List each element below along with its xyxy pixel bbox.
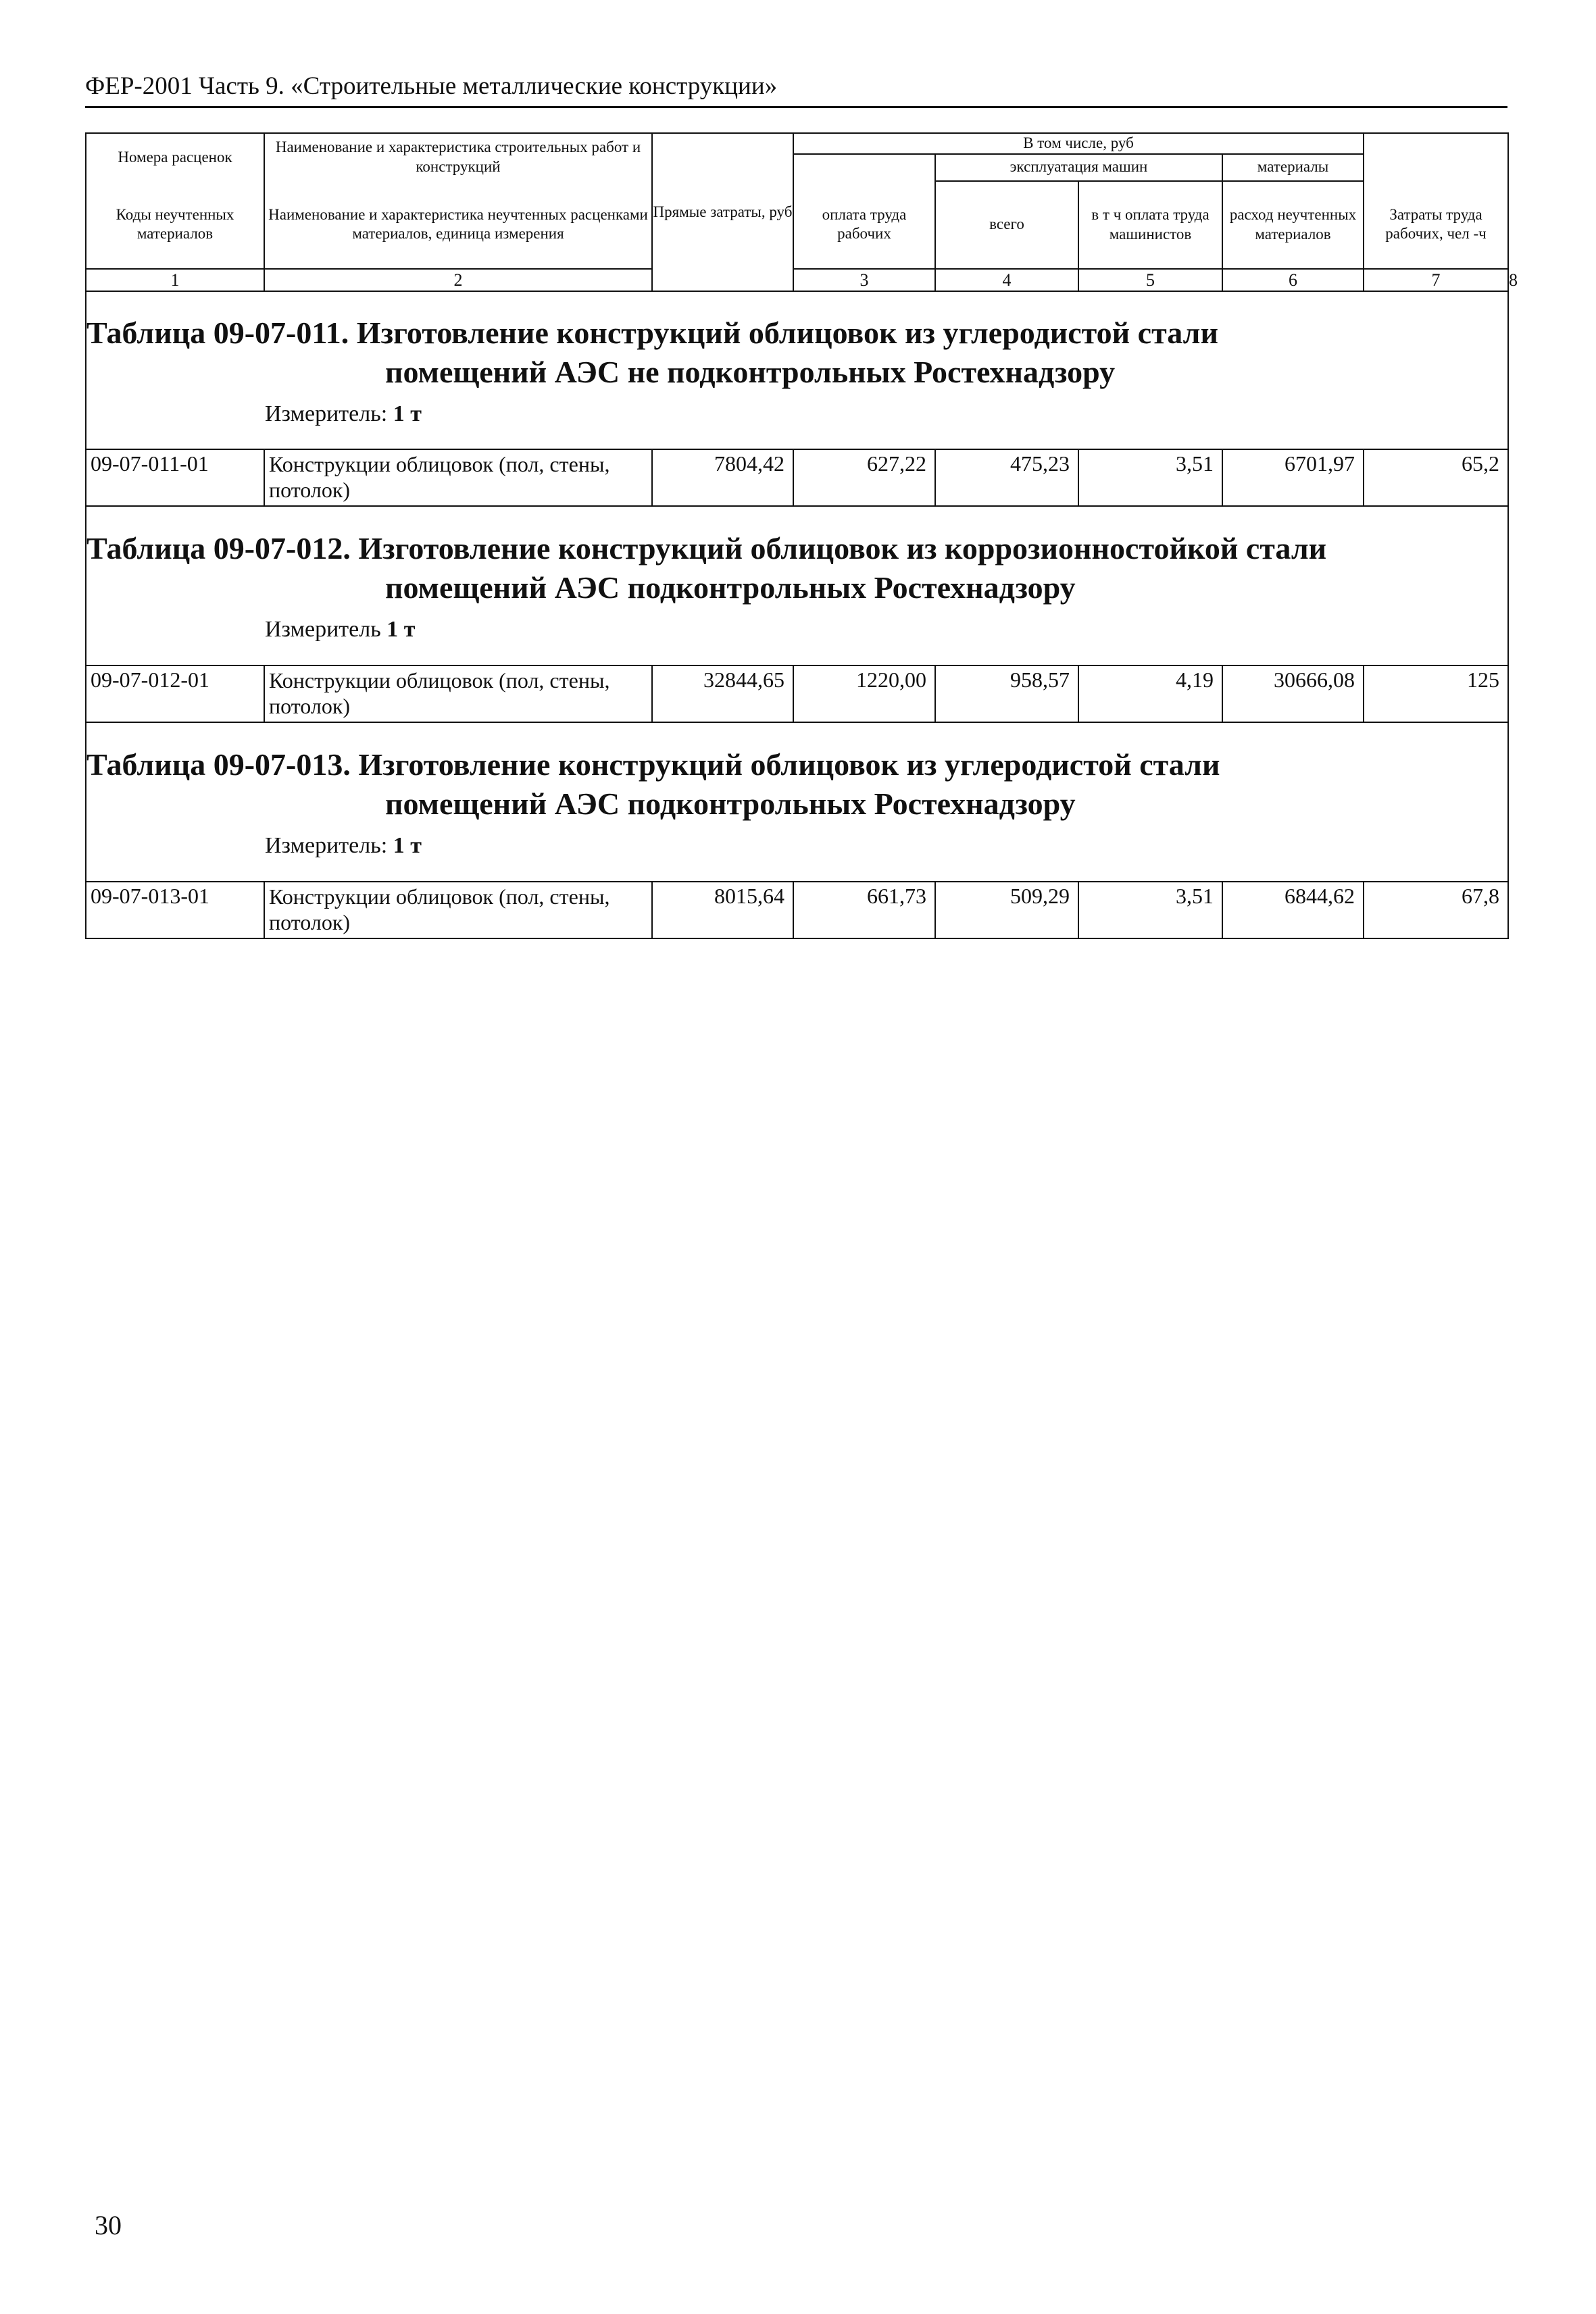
- column-number: 7: [1364, 269, 1508, 291]
- rate-code: 09-07-012-01: [86, 665, 264, 722]
- header-labor-hours-top: [1364, 133, 1508, 181]
- materials-value: 30666,08: [1222, 665, 1364, 722]
- rate-code: 09-07-011-01: [86, 449, 264, 506]
- section-title: [86, 313, 1507, 393]
- section-title-line1: Таблица 09-07-013. Изготовление конструкций облицовок из углеродистой стали: [86, 747, 1220, 782]
- materials-value: 6844,62: [1222, 882, 1364, 938]
- column-number: 2: [264, 269, 652, 291]
- header-material-names: Наименование и характеристика неучтенных расценками материалов, единица измерения: [264, 181, 652, 269]
- section-title-line1: Таблица 09-07-011. Изготовление конструкций облицовок из углеродистой стали: [86, 315, 1218, 350]
- column-number: 1: [86, 269, 264, 291]
- labor-pay-value: 627,22: [793, 449, 935, 506]
- machines-total-value: 475,23: [935, 449, 1078, 506]
- section-title: [86, 745, 1507, 824]
- rate-name: Конструкции облицовок (пол, стены, потолок): [264, 882, 652, 938]
- header-labor-pay-top: [793, 154, 935, 181]
- direct-costs-value: 8015,64: [652, 882, 793, 938]
- header-machines-total: всего: [935, 181, 1078, 269]
- section-header: [86, 722, 1508, 882]
- section-title-line2: помещений АЭС подконтрольных Ростехнадзору: [385, 786, 1076, 822]
- machines-total-value: 958,57: [935, 665, 1078, 722]
- page-number: 30: [95, 2210, 122, 2240]
- rates-table: Номера расценок Наименование и характеристика строительных работ и конструкций Прямые затраты, руб В том числе, руб эксплуатация машин материалы Коды неучтенных материалов Наименование и характеристика неучтенных расценками материалов, единица измерения оплата труда рабочих всего в т ч оплата труда машинистов расход неучтенных материалов Затраты труда рабочих, чел -ч 1 2 3 4 5 6 7 8 Таблица 09-07-011. Изготовление конструкций облицовок из углеродистой стали помещений АЭС не подконтрольных Ростехнадзору Измеритель: 1 т 09-07-011-01 Конструкции облицовок (пол, стены, потолок) 7804,42 627,22 475,23 3,51 6701,97 65,2 Таблица 09-07-012. Изготовление конструкций облицовок из коррозионностойкой стали помещений АЭС подконтрольных Ростехнадзору Измеритель 1 т 09-07-012-01 Конструкции облицовок (пол, стены, потолок) 32844,65 1220,00 958,57 4,19 30666,08 125 Таблица 09-07-013. Изготовление конструкций облицовок из углеродистой стали помещений АЭС подконтрольных Ростехнадзору Измеритель: 1 т 09-07-013-01 Конструкции облицовок (пол, стены, потолок) 8015,64 661,73 509,29 3,51 6844,62 67,8: [85, 132, 1509, 939]
- header-materials: материалы: [1222, 154, 1364, 181]
- measure-value: 1 т: [393, 401, 422, 426]
- table-row: [86, 665, 1508, 722]
- section-title-line1: Таблица 09-07-012. Изготовление конструкций облицовок из коррозионностойкой стали: [86, 530, 1327, 565]
- header-including: В том числе, руб: [793, 133, 1364, 154]
- section-title: [86, 529, 1507, 608]
- machinists-pay-value: 4,19: [1078, 665, 1222, 722]
- table-row: [86, 449, 1508, 506]
- labor-hours-value: 67,8: [1364, 882, 1508, 938]
- page-header: ФЕР-2001 Часть 9. «Строительные металлические конструкции»: [85, 73, 1507, 108]
- table-row: [86, 882, 1508, 938]
- header-material-consumption: расход неучтенных материалов: [1222, 181, 1364, 269]
- column-number: 4: [935, 269, 1078, 291]
- direct-costs-value: 7804,42: [652, 449, 793, 506]
- header-direct-costs: Прямые затраты, руб: [652, 133, 793, 291]
- measure-unit: [86, 616, 1507, 643]
- column-number: 6: [1222, 269, 1364, 291]
- measure-value: 1 т: [393, 832, 422, 858]
- header-machinists-pay: в т ч оплата труда машинистов: [1078, 181, 1222, 269]
- measure-label: Измеритель:: [265, 832, 388, 858]
- header-work-name: Наименование и характеристика строительных работ и конструкций: [264, 133, 652, 181]
- column-number: 5: [1078, 269, 1222, 291]
- section-header: [86, 506, 1508, 665]
- measure-label: Измеритель: [265, 616, 381, 642]
- rate-name: Конструкции облицовок (пол, стены, потолок): [264, 449, 652, 506]
- labor-hours-value: 125: [1364, 665, 1508, 722]
- direct-costs-value: 32844,65: [652, 665, 793, 722]
- rate-code: 09-07-013-01: [86, 882, 264, 938]
- measure-unit: [86, 832, 1507, 859]
- machines-total-value: 509,29: [935, 882, 1078, 938]
- header-labor-pay: оплата труда рабочих: [793, 181, 935, 269]
- section-header: [86, 291, 1508, 449]
- section-title-line2: помещений АЭС подконтрольных Ростехнадзору: [385, 570, 1076, 605]
- column-number: 3: [793, 269, 935, 291]
- rate-name: Конструкции облицовок (пол, стены, потолок): [264, 665, 652, 722]
- section-title-line2: помещений АЭС не подконтрольных Ростехнадзору: [385, 355, 1116, 390]
- labor-pay-value: 1220,00: [793, 665, 935, 722]
- machinists-pay-value: 3,51: [1078, 882, 1222, 938]
- header-material-codes: Коды неучтенных материалов: [86, 181, 264, 269]
- measure-unit: [86, 401, 1507, 427]
- header-machines: эксплуатация машин: [935, 154, 1222, 181]
- labor-hours-value: 65,2: [1364, 449, 1508, 506]
- header-labor-hours: Затраты труда рабочих, чел -ч: [1364, 181, 1508, 269]
- materials-value: 6701,97: [1222, 449, 1364, 506]
- measure-label: Измеритель:: [265, 401, 388, 426]
- machinists-pay-value: 3,51: [1078, 449, 1222, 506]
- header-rate-number: Номера расценок: [86, 133, 264, 181]
- measure-value: 1 т: [386, 616, 416, 642]
- labor-pay-value: 661,73: [793, 882, 935, 938]
